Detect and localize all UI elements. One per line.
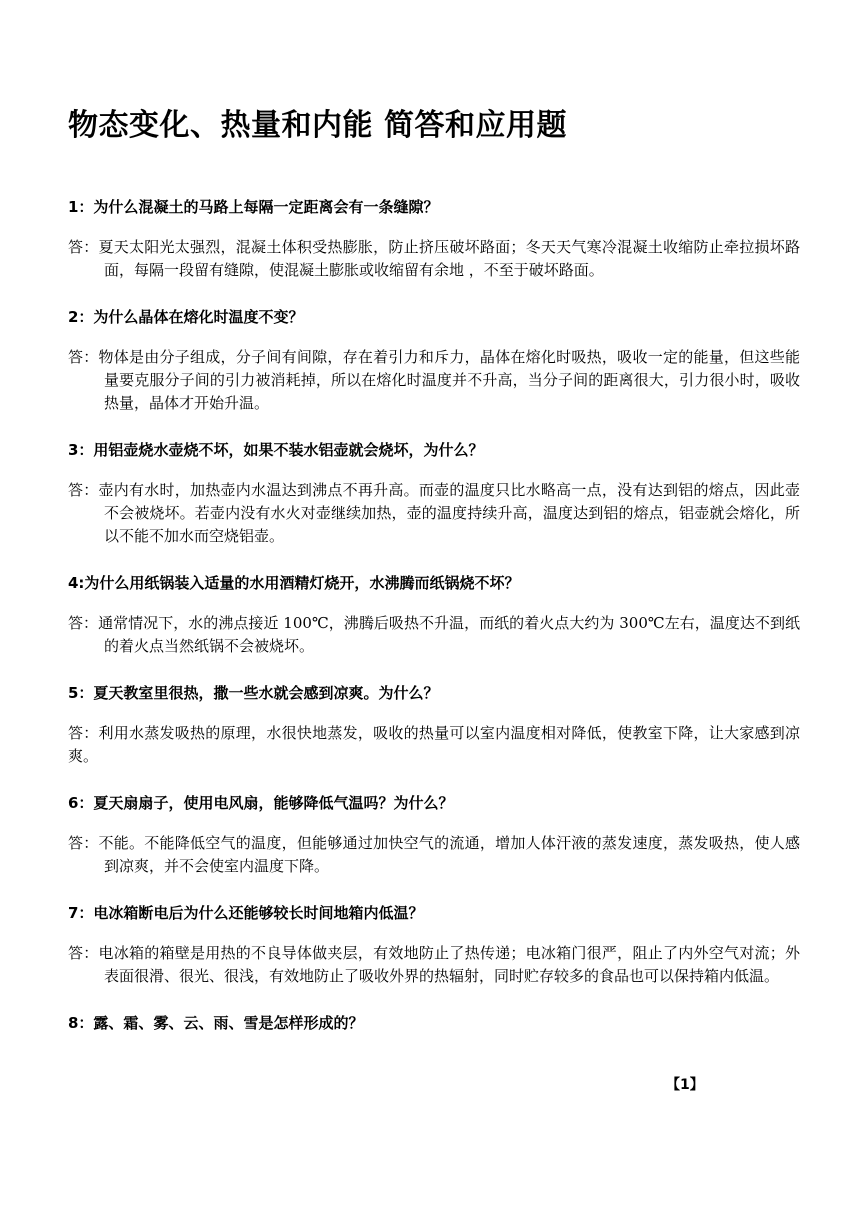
answer-5: 答：利用水蒸发吸热的原理，水很快地蒸发，吸收的热量可以室内温度相对降低，使教室下降，让大家感到凉爽。 xyxy=(68,724,800,765)
question-1: 1：为什么混凝土的马路上每隔一定距离会有一条缝隙？ xyxy=(68,198,439,216)
question-5: 5：夏天教室里很热，撒一些水就会感到凉爽。为什么？ xyxy=(68,684,439,702)
qa-item-4 xyxy=(68,570,800,658)
qa-item-7 xyxy=(68,900,800,988)
question-3: 3：用铝壶烧水壶烧不坏，如果不装水铝壶就会烧坏，为什么？ xyxy=(68,441,484,459)
question-8: 8：露、霜、雾、云、雨、雪是怎样形成的？ xyxy=(68,1014,364,1032)
question-2: 2：为什么晶体在熔化时温度不变？ xyxy=(68,308,304,326)
question-6: 6：夏天扇扇子，使用电风扇，能够降低气温吗？为什么？ xyxy=(68,794,454,812)
qa-item-8 xyxy=(68,1010,800,1036)
question-4: 4:为什么用纸锅装入适量的水用酒精灯烧开，水沸腾而纸锅烧不坏？ xyxy=(68,574,520,592)
page-number: 【1】 xyxy=(666,1077,704,1093)
answer-3: 答：壶内有水时，加热壶内水温达到沸点不再升高。而壶的温度只比水略高一点，没有达到铝的熔点，因此壶不会被烧坏。若壶内没有水火对壶继续加热，壶的温度持续升高，温度达到铝的熔点，铝壶就会熔化，所以不能不加水而空烧铝壶。 xyxy=(68,481,800,545)
document-title: 物态变化、热量和内能 简答和应用题 xyxy=(68,108,567,143)
qa-item-6 xyxy=(68,790,800,878)
answer-7: 答：电冰箱的箱壁是用热的不良导体做夹层，有效地防止了热传递；电冰箱门很严，阻止了内外空气对流；外表面很滑、很光、很浅，有效地防止了吸收外界的热辐射，同时贮存较多的食品也可以保持箱内低温。 xyxy=(68,944,800,985)
answer-6: 答：不能。不能降低空气的温度，但能够通过加快空气的流通，增加人体汗液的蒸发速度，蒸发吸热，使人感到凉爽，并不会使室内温度下降。 xyxy=(68,834,800,875)
answer-2: 答：物体是由分子组成，分子间有间隙，存在着引力和斥力，晶体在熔化时吸热，吸收一定的能量，但这些能量要克服分子间的引力被消耗掉，所以在熔化时温度并不升高，当分子间的距离很大，引力很小时，吸收热量，晶体才开始升温。 xyxy=(68,348,800,412)
question-7: 7：电冰箱断电后为什么还能够较长时间地箱内低温？ xyxy=(68,904,424,922)
answer-1: 答：夏天太阳光太强烈，混凝土体积受热膨胀，防止挤压破坏路面；冬天天气寒冷混凝土收缩防止牵拉损坏路面，每隔一段留有缝隙，使混凝土膨胀或收缩留有余地 ，不至于破坏路面。 xyxy=(68,238,800,279)
qa-item-2 xyxy=(68,304,800,415)
qa-item-1 xyxy=(68,194,800,282)
answer-4: 答：通常情况下，水的沸点接近 100℃，沸腾后吸热不升温，而纸的着火点大约为 300℃左右，温度达不到纸的着火点当然纸锅不会被烧坏。 xyxy=(68,614,800,655)
qa-item-5 xyxy=(68,680,800,768)
qa-item-3 xyxy=(68,437,800,548)
qa-list xyxy=(68,194,800,1036)
